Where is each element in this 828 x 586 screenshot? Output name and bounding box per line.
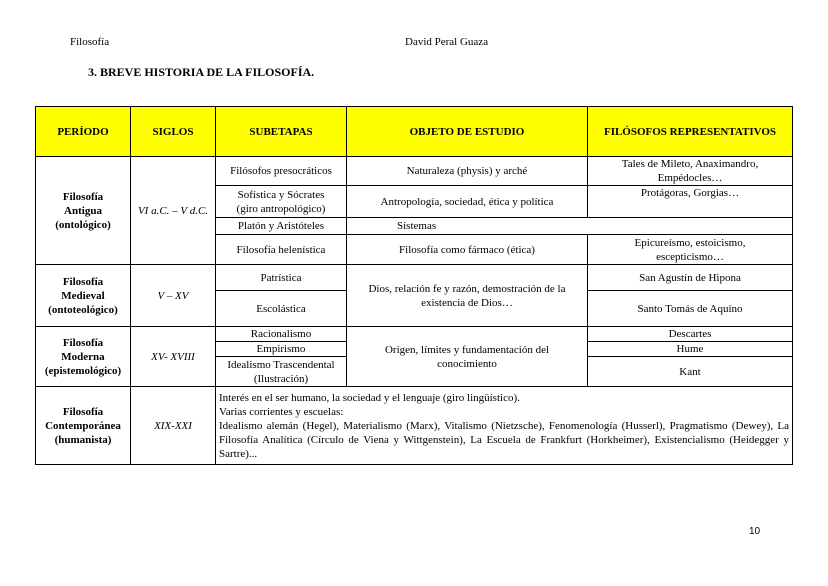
object-helenistica: Filosofía como fármaco (ética)	[347, 235, 588, 265]
substage-empirismo: Empirismo	[216, 342, 347, 357]
object-moderna: Origen, límites y fundamentación del conocimiento	[347, 327, 588, 387]
period-contemporanea: Filosofía Contemporánea (humanista)	[36, 387, 131, 465]
substage-platon: Platón y Aristóteles	[216, 218, 347, 235]
period-antigua: Filosofía Antigua (ontológico)	[36, 157, 131, 265]
header-substages: SUBETAPAS	[216, 107, 347, 157]
centuries-antigua: VI a.C. – V d.C.	[131, 157, 216, 265]
section-title: 3. BREVE HISTORIA DE LA FILOSOFÍA.	[88, 65, 315, 79]
philosophers-idealismo: Kant	[588, 357, 793, 387]
object-sofistica: Antropología, sociedad, ética y política	[347, 186, 588, 218]
table-row	[36, 387, 793, 465]
header-subject: Filosofía	[70, 36, 110, 48]
philosophers-escolastica: Santo Tomás de Aquino	[588, 291, 793, 327]
page-number: 10	[749, 526, 761, 537]
centuries-contemporanea: XIX-XXI	[131, 387, 216, 465]
substage-helenistica: Filosofía helenística	[216, 235, 347, 265]
contemporanea-description: Interés en el ser humano, la sociedad y el lenguaje (giro lingüístico). Varias corrientes y escuelas: Idealismo alemán (Hegel), Materialismo (Marx), Vitalismo (Nietzsche), Fenomenología (Husserl), Pragmatismo (Dewey), La Filosofía Analítica (Círculo de Viena y Wittgenstein), La Escuela de Frankfurt (Horkheimer), Existencialismo (Heidegger y Sartre)...	[216, 387, 793, 465]
substage-sofistica: Sofística y Sócrates (giro antropológico)	[216, 186, 347, 218]
object-platon: Sistemas	[347, 218, 793, 235]
header-period: PERÍODO	[36, 107, 131, 157]
header-centuries: SIGLOS	[131, 107, 216, 157]
philosophers-empirismo: Hume	[588, 342, 793, 357]
philosophy-history-table	[35, 106, 793, 465]
header-object: OBJETO DE ESTUDIO	[347, 107, 588, 157]
object-presocraticos: Naturaleza (physis) y arché	[347, 157, 588, 186]
header-philosophers: FILÓSOFOS REPRESENTATIVOS	[588, 107, 793, 157]
object-medieval: Dios, relación fe y razón, demostración de la existencia de Dios…	[347, 265, 588, 327]
philosophers-sofistica: Protágoras, Gorgias…	[588, 186, 793, 218]
substage-patristica: Patrística	[216, 265, 347, 291]
table-row	[36, 157, 793, 186]
substage-idealismo: Idealismo Trascendental (Ilustración)	[216, 357, 347, 387]
header-author: David Peral Guaza	[405, 36, 489, 48]
substage-escolastica: Escolástica	[216, 291, 347, 327]
period-medieval: Filosofía Medieval (ontoteológico)	[36, 265, 131, 327]
substage-racionalismo: Racionalismo	[216, 327, 347, 342]
philosophers-patristica: San Agustín de Hipona	[588, 265, 793, 291]
table-row	[36, 265, 793, 291]
centuries-moderna: XV- XVIII	[131, 327, 216, 387]
table-row	[36, 327, 793, 342]
substage-presocraticos: Filósofos presocráticos	[216, 157, 347, 186]
philosophers-helenistica: Epicureísmo, estoicismo, escepticismo…	[588, 235, 793, 265]
period-moderna: Filosofía Moderna (epistemológico)	[36, 327, 131, 387]
philosophers-presocraticos: Tales de Mileto, Anaximandro, Empédocles…	[588, 157, 793, 186]
philosophers-racionalismo: Descartes	[588, 327, 793, 342]
centuries-medieval: V – XV	[131, 265, 216, 327]
table-header-row	[36, 107, 793, 157]
